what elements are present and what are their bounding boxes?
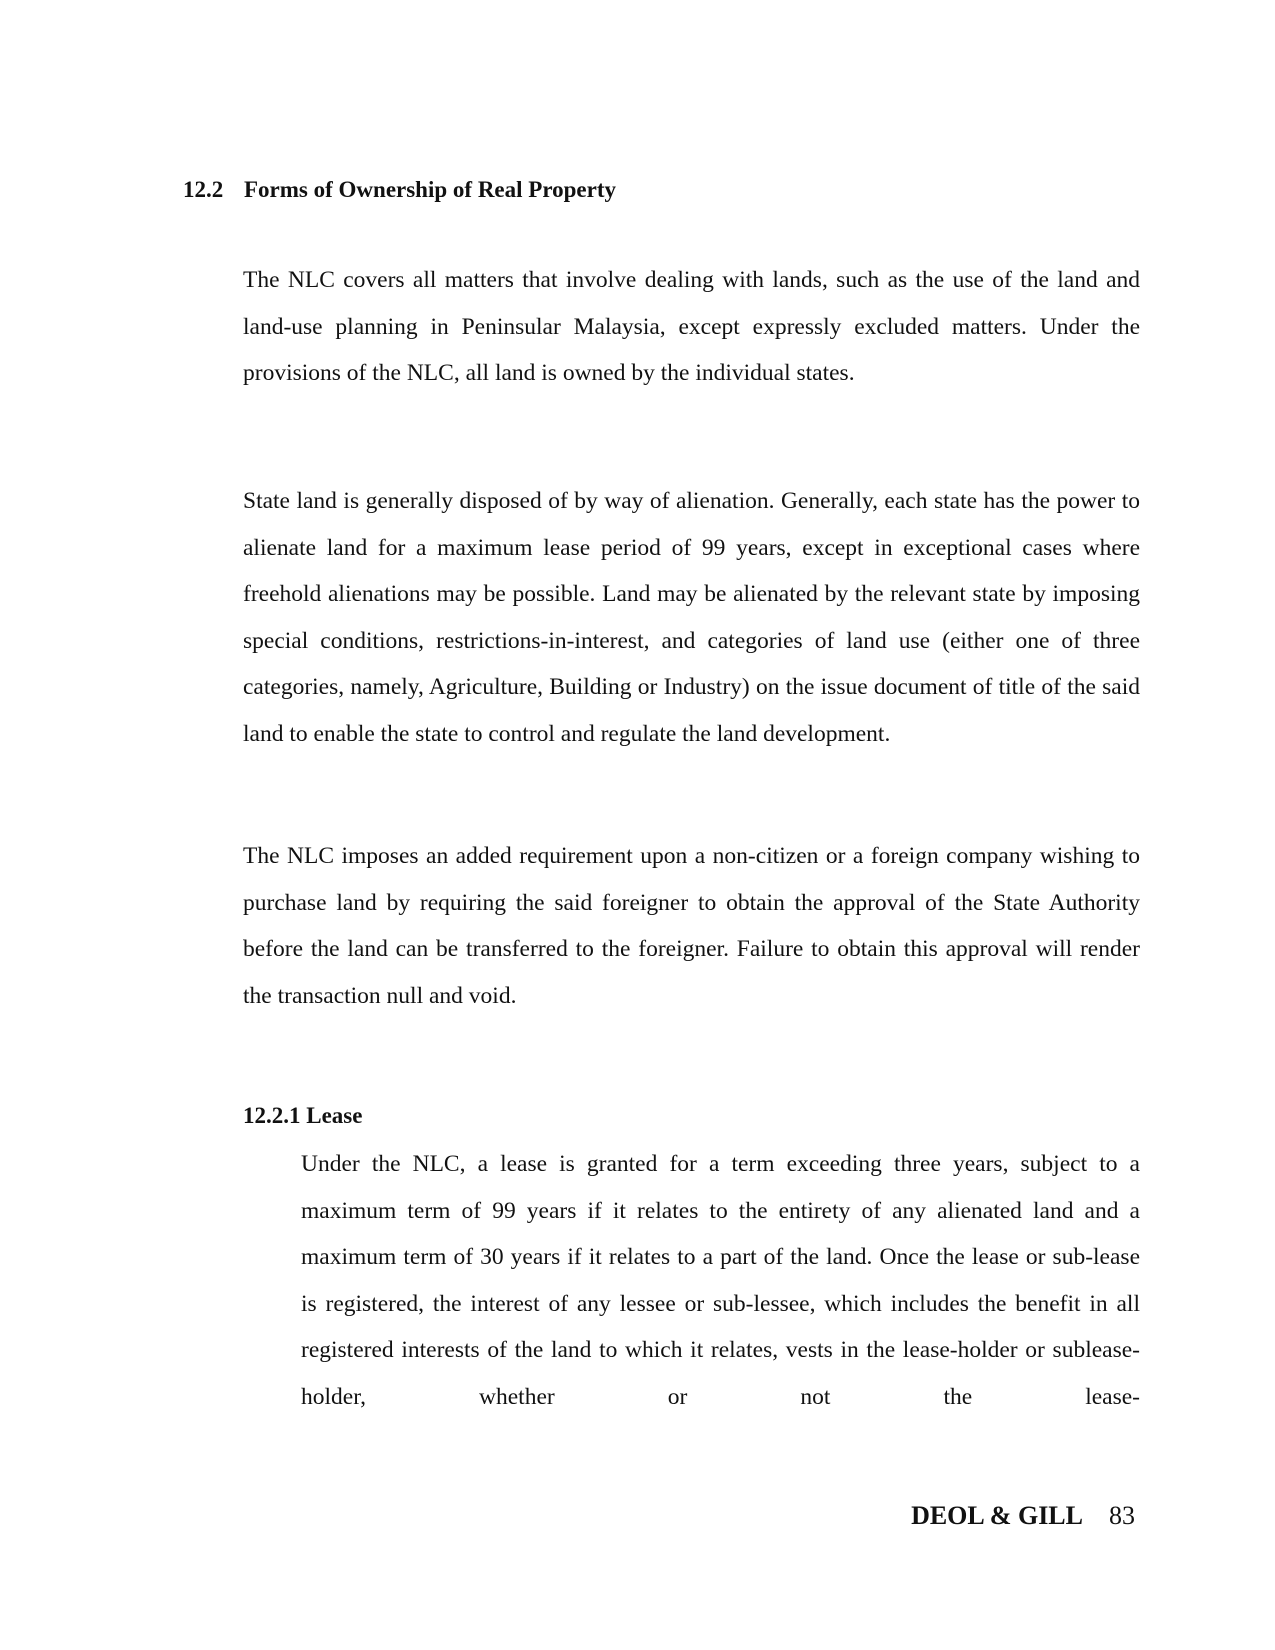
section-heading bbox=[183, 175, 616, 205]
subsection-heading: 12.2.1 Lease bbox=[243, 1103, 363, 1128]
paragraph-state-land-alienation: State land is generally disposed of by way of alienation. Generally, each state has the power to alienate land for a maximum lease period of 99 years, except in exceptional cases where freehold alienations may be possible. Land may be alienated by the relevant state by imposing special conditions, restrictions-in-interest, and categories of land use (either one of three categories, namely, Agriculture, Building or Industry) on the issue document of title of the said land to enable the state to control and regulate the land development. bbox=[243, 488, 1140, 747]
footer-brand: DEOL & GILL bbox=[911, 1501, 1083, 1530]
paragraph-lease: Under the NLC, a lease is granted for a term exceeding three years, subject to a maximum term of 99 years if it relates to the entirety of any alienated land and a maximum term of 30 years if it relates to a part of the land. Once the lease or sub-lease is registered, the interest of any lessee or sub-lessee, which includes the benefit in all registered interests of the land to which it relates, vests in the lease-holder or sublease-holder, whether or not the lease- bbox=[301, 1151, 1140, 1410]
page-number: 83 bbox=[1109, 1501, 1135, 1530]
section-number: 12.2 bbox=[183, 177, 224, 202]
section-title: Forms of Ownership of Real Property bbox=[244, 177, 616, 202]
page-footer bbox=[911, 1500, 1135, 1532]
paragraph-nlc-scope: The NLC covers all matters that involve dealing with lands, such as the use of the land and land-use planning in Peninsular Malaysia, except expressly excluded matters. Under the provisions of the NLC, all land is owned by the individual states. bbox=[243, 267, 1140, 386]
paragraph-foreign-ownership: The NLC imposes an added requirement upon a non-citizen or a foreign company wishing to purchase land by requiring the said foreigner to obtain the approval of the State Authority before the land can be transferred to the foreigner. Failure to obtain this approval will render the transaction null and void. bbox=[243, 843, 1140, 1009]
